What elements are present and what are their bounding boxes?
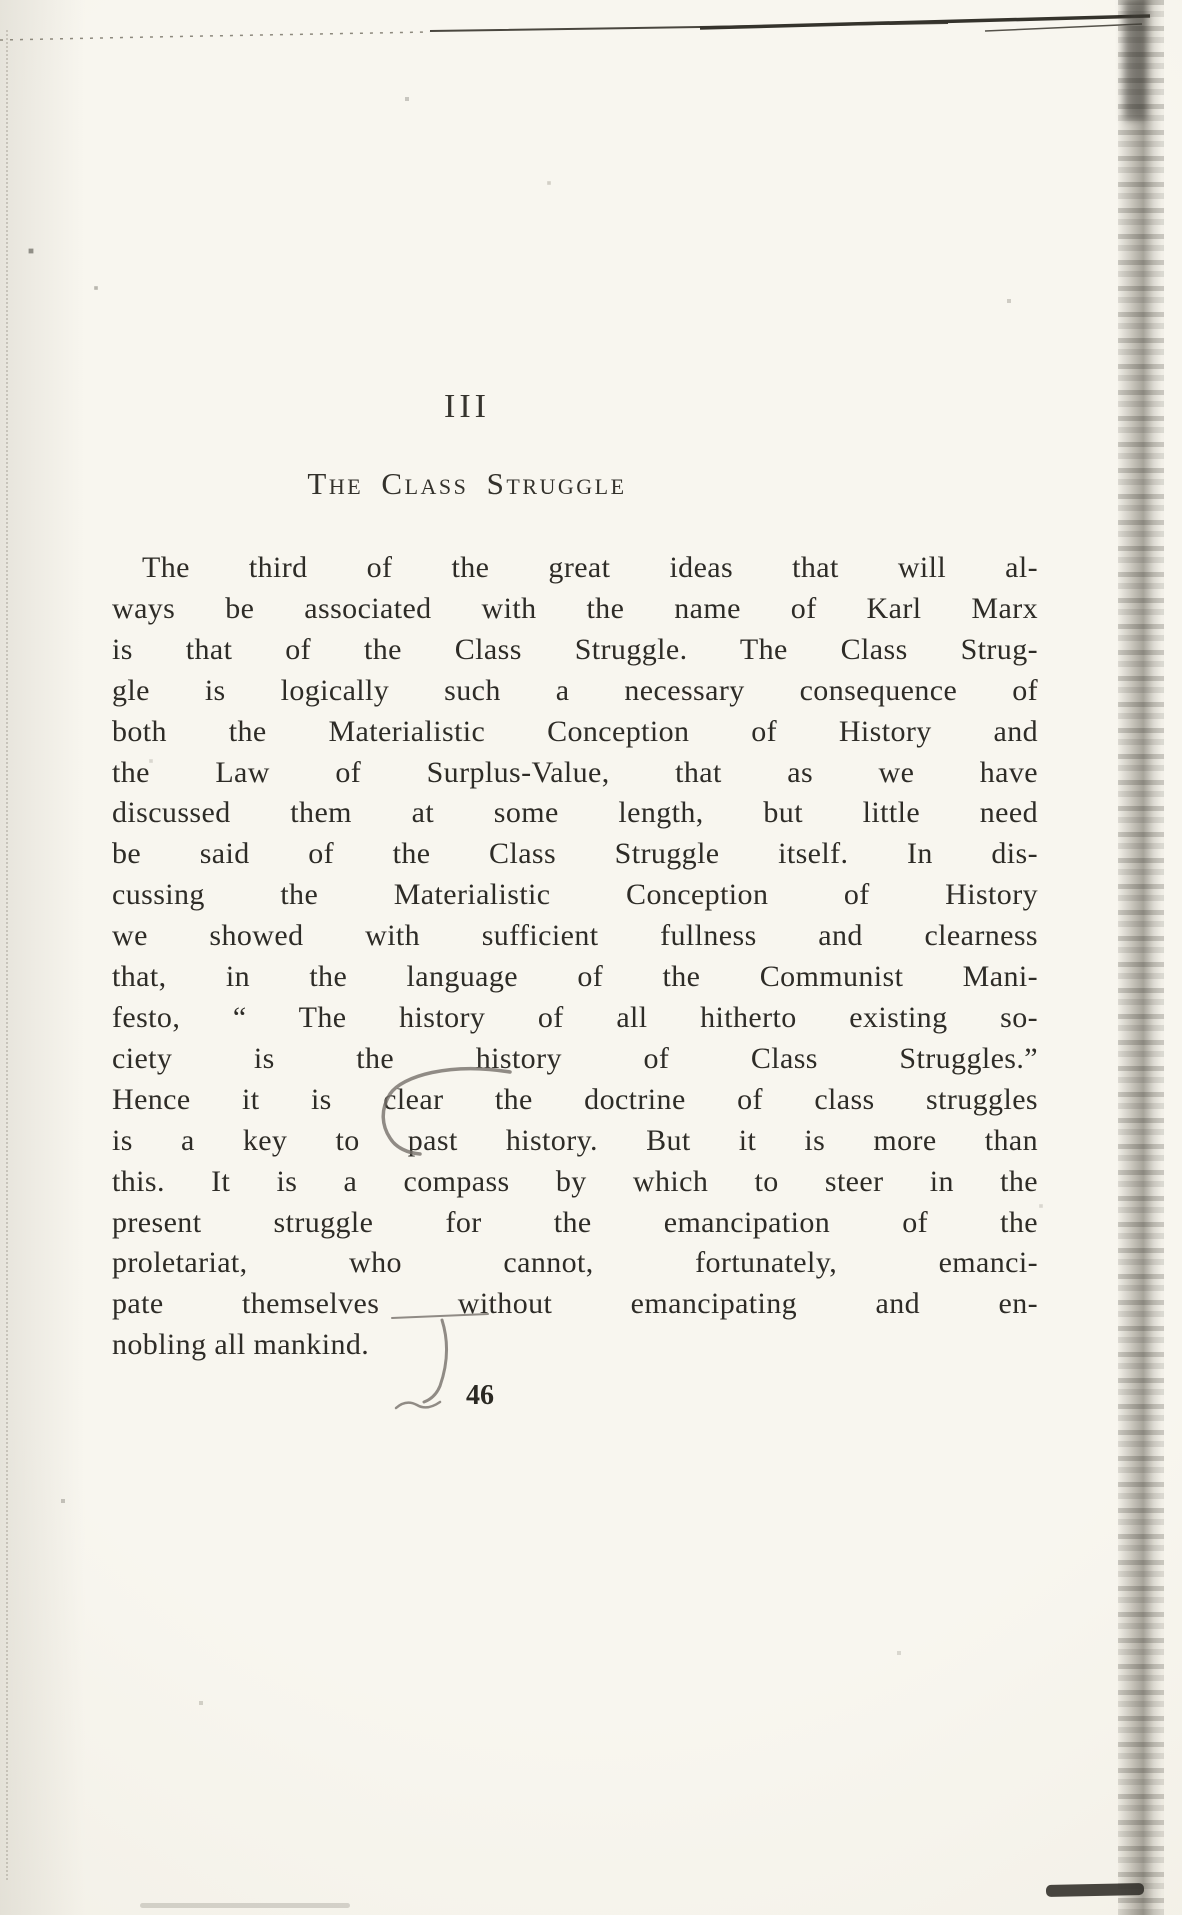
text-line: both the Materialistic Conception of History and: [112, 714, 1038, 748]
text-line: nobling all mankind.: [112, 1328, 370, 1362]
body-text: [112, 548, 1038, 1366]
text-line: is a key to past history. But it is more than: [112, 1123, 1038, 1157]
chapter-number: III: [444, 388, 490, 425]
scan-speckles: [0, 0, 2, 2]
scan-left-edge-artifact: [6, 30, 8, 1880]
text-line: is that of the Class Struggle. The Class Strug-: [112, 632, 1038, 666]
text-line: the Law of Surplus-Value, that as we have: [112, 755, 1038, 789]
text-line: this. It is a compass by which to steer in the: [112, 1164, 1038, 1198]
text-line: we showed with sufficient fullness and clearness: [112, 919, 1038, 953]
text-line: proletariat, who cannot, fortunately, emanci-: [112, 1246, 1038, 1280]
text-line: pate themselves without emancipating and en-: [112, 1287, 1038, 1321]
chapter-title: The Class Struggle: [307, 466, 627, 501]
text-line: Hence it is clear the doctrine of class struggles: [112, 1082, 1038, 1116]
scan-bottom-right-mark: [1046, 1883, 1144, 1897]
text-line: ciety is the history of Class Struggles.”: [112, 1041, 1038, 1075]
text-line: be said of the Class Struggle itself. In dis-: [112, 837, 1038, 871]
text-line: that, in the language of the Communist Mani-: [112, 960, 1038, 994]
page-number: 46: [466, 1380, 494, 1411]
text-line: gle is logically such a necessary consequence of: [112, 673, 1038, 707]
text-line: The third of the great ideas that will al-: [142, 551, 1038, 584]
scan-bottom-left-smudge: [140, 1903, 350, 1908]
scan-right-edge-shadow: [1118, 0, 1164, 1915]
text-line: discussed them at some length, but little need: [112, 796, 1038, 830]
text-line: festo, “ The history of all hitherto existing so-: [112, 1000, 1038, 1034]
scan-top-edge-line: [0, 0, 1182, 70]
text-line: present struggle for the emancipation of the: [112, 1205, 1038, 1239]
text-line: cussing the Materialistic Conception of History: [112, 878, 1038, 912]
text-line: ways be associated with the name of Karl Marx: [112, 591, 1038, 625]
